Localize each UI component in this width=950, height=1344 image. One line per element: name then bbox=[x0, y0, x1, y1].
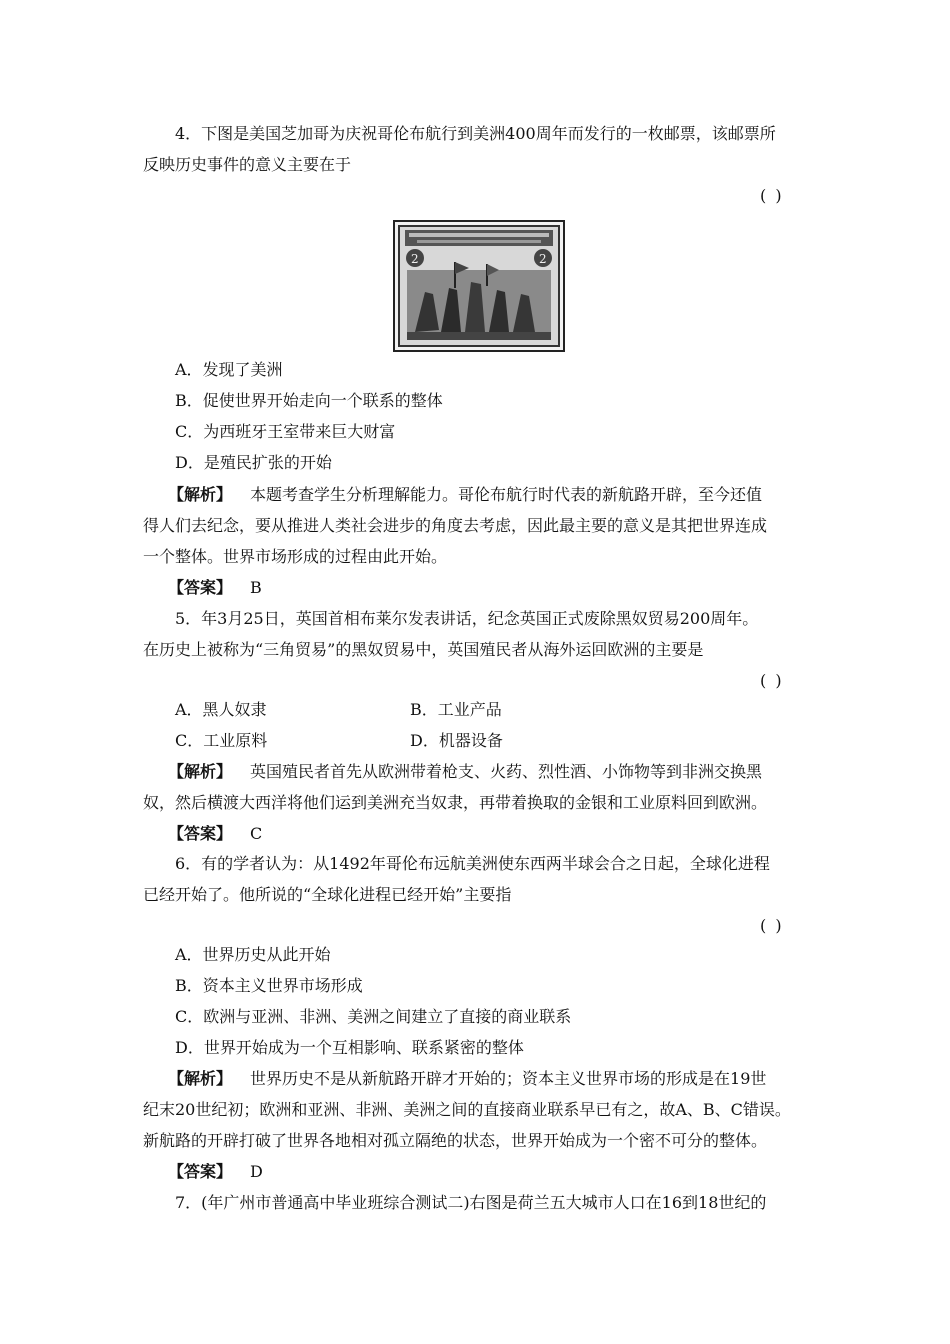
q5-answer: C bbox=[250, 824, 263, 843]
q5-option-d: D．机器设备 bbox=[410, 731, 503, 750]
q4-option-b: B．促使世界开始走向一个联系的整体 bbox=[175, 391, 443, 410]
q5-stem-line-1: 5．年3月25日，英国首相布莱尔发表讲话，纪念英国正式废除黑奴贸易200周年。 bbox=[175, 609, 759, 628]
q6-answer-tag: 【答案】 bbox=[168, 1162, 233, 1181]
q4-answer-tag: 【答案】 bbox=[168, 578, 233, 597]
q4-analysis-text-1: 本题考查学生分析理解能力。哥伦布航行时代表的新航路开辟，至今还值 bbox=[250, 485, 763, 504]
q4-stem-line-1: 4．下图是美国芝加哥为庆祝哥伦布航行到美洲400周年而发行的一枚邮票，该邮票所 bbox=[175, 124, 776, 143]
q5-answer-line bbox=[168, 824, 838, 844]
q4-option-d: D．是殖民扩张的开始 bbox=[175, 453, 332, 472]
q4-analysis-line-3: 一个整体。世界市场形成的过程由此开始。 bbox=[143, 547, 448, 566]
q6-answer-parens: ( ) bbox=[760, 916, 784, 935]
q5-answer-parens: ( ) bbox=[760, 671, 784, 690]
q6-stem-line-2: 已经开始了。他所说的“全球化进程已经开始”主要指 bbox=[143, 885, 512, 904]
q5-answer-tag: 【答案】 bbox=[168, 824, 233, 843]
q5-stem-line-2: 在历史上被称为“三角贸易”的黑奴贸易中，英国殖民者从海外运回欧洲的主要是 bbox=[143, 640, 704, 659]
q4-option-c: C．为西班牙王室带来巨大财富 bbox=[175, 422, 396, 441]
q5-analysis-text-1: 英国殖民者首先从欧洲带着枪支、火药、烈性酒、小饰物等到非洲交换黑 bbox=[250, 762, 763, 781]
q6-option-c: C．欧洲与亚洲、非洲、美洲之间建立了直接的商业联系 bbox=[175, 1007, 572, 1026]
svg-text:2: 2 bbox=[411, 252, 419, 266]
q6-answer: D bbox=[250, 1162, 263, 1181]
q6-answer-line bbox=[168, 1162, 838, 1182]
stamp-illustration bbox=[395, 222, 563, 350]
q4-option-a: A．发现了美洲 bbox=[175, 360, 283, 379]
q6-option-d: D．世界开始成为一个互相影响、联系紧密的整体 bbox=[175, 1038, 524, 1057]
svg-text:2: 2 bbox=[539, 252, 547, 266]
q6-option-b: B．资本主义世界市场形成 bbox=[175, 976, 363, 995]
q5-option-a: A．黑人奴隶 bbox=[175, 700, 267, 719]
columbus-stamp-image bbox=[393, 220, 565, 352]
q4-answer-line bbox=[168, 578, 838, 598]
q5-analysis-tag: 【解析】 bbox=[168, 762, 233, 781]
q6-analysis-tag: 【解析】 bbox=[168, 1069, 233, 1088]
q4-answer-parens: ( ) bbox=[760, 186, 784, 205]
q4-analysis-tag: 【解析】 bbox=[168, 485, 233, 504]
q6-option-a: A．世界历史从此开始 bbox=[175, 945, 331, 964]
q4-stem-line-2: 反映历史事件的意义主要在于 bbox=[143, 155, 352, 174]
q5-analysis-line-1 bbox=[168, 762, 838, 782]
q5-option-c: C．工业原料 bbox=[175, 731, 268, 750]
q6-analysis-line-1 bbox=[168, 1069, 838, 1089]
q6-analysis-text-1: 世界历史不是从新航路开辟才开始的；资本主义世界市场的形成是在19世 bbox=[250, 1069, 767, 1088]
q5-option-b: B．工业产品 bbox=[410, 700, 502, 719]
q4-analysis-line-2: 得人们去纪念，要从推进人类社会进步的角度去考虑，因此最主要的意义是其把世界连成 bbox=[143, 516, 768, 535]
q6-stem-line-1: 6．有的学者认为：从1492年哥伦布远航美洲使东西两半球会合之日起，全球化进程 bbox=[175, 854, 770, 873]
q6-analysis-line-2: 纪末20世纪初；欧洲和亚洲、非洲、美洲之间的直接商业联系早已有之，故A、B、C错误。 bbox=[143, 1100, 791, 1119]
q4-answer: B bbox=[250, 578, 262, 597]
q5-analysis-line-2: 奴，然后横渡大西洋将他们运到美洲充当奴隶，再带着换取的金银和工业原料回到欧洲。 bbox=[143, 793, 768, 812]
q4-analysis-line-1 bbox=[168, 485, 838, 505]
q6-analysis-line-3: 新航路的开辟打破了世界各地相对孤立隔绝的状态，世界开始成为一个密不可分的整体。 bbox=[143, 1131, 768, 1150]
q7-stem-line-1: 7．(年广州市普通高中毕业班综合测试二)右图是荷兰五大城市人口在16到18世纪的 bbox=[175, 1193, 767, 1212]
